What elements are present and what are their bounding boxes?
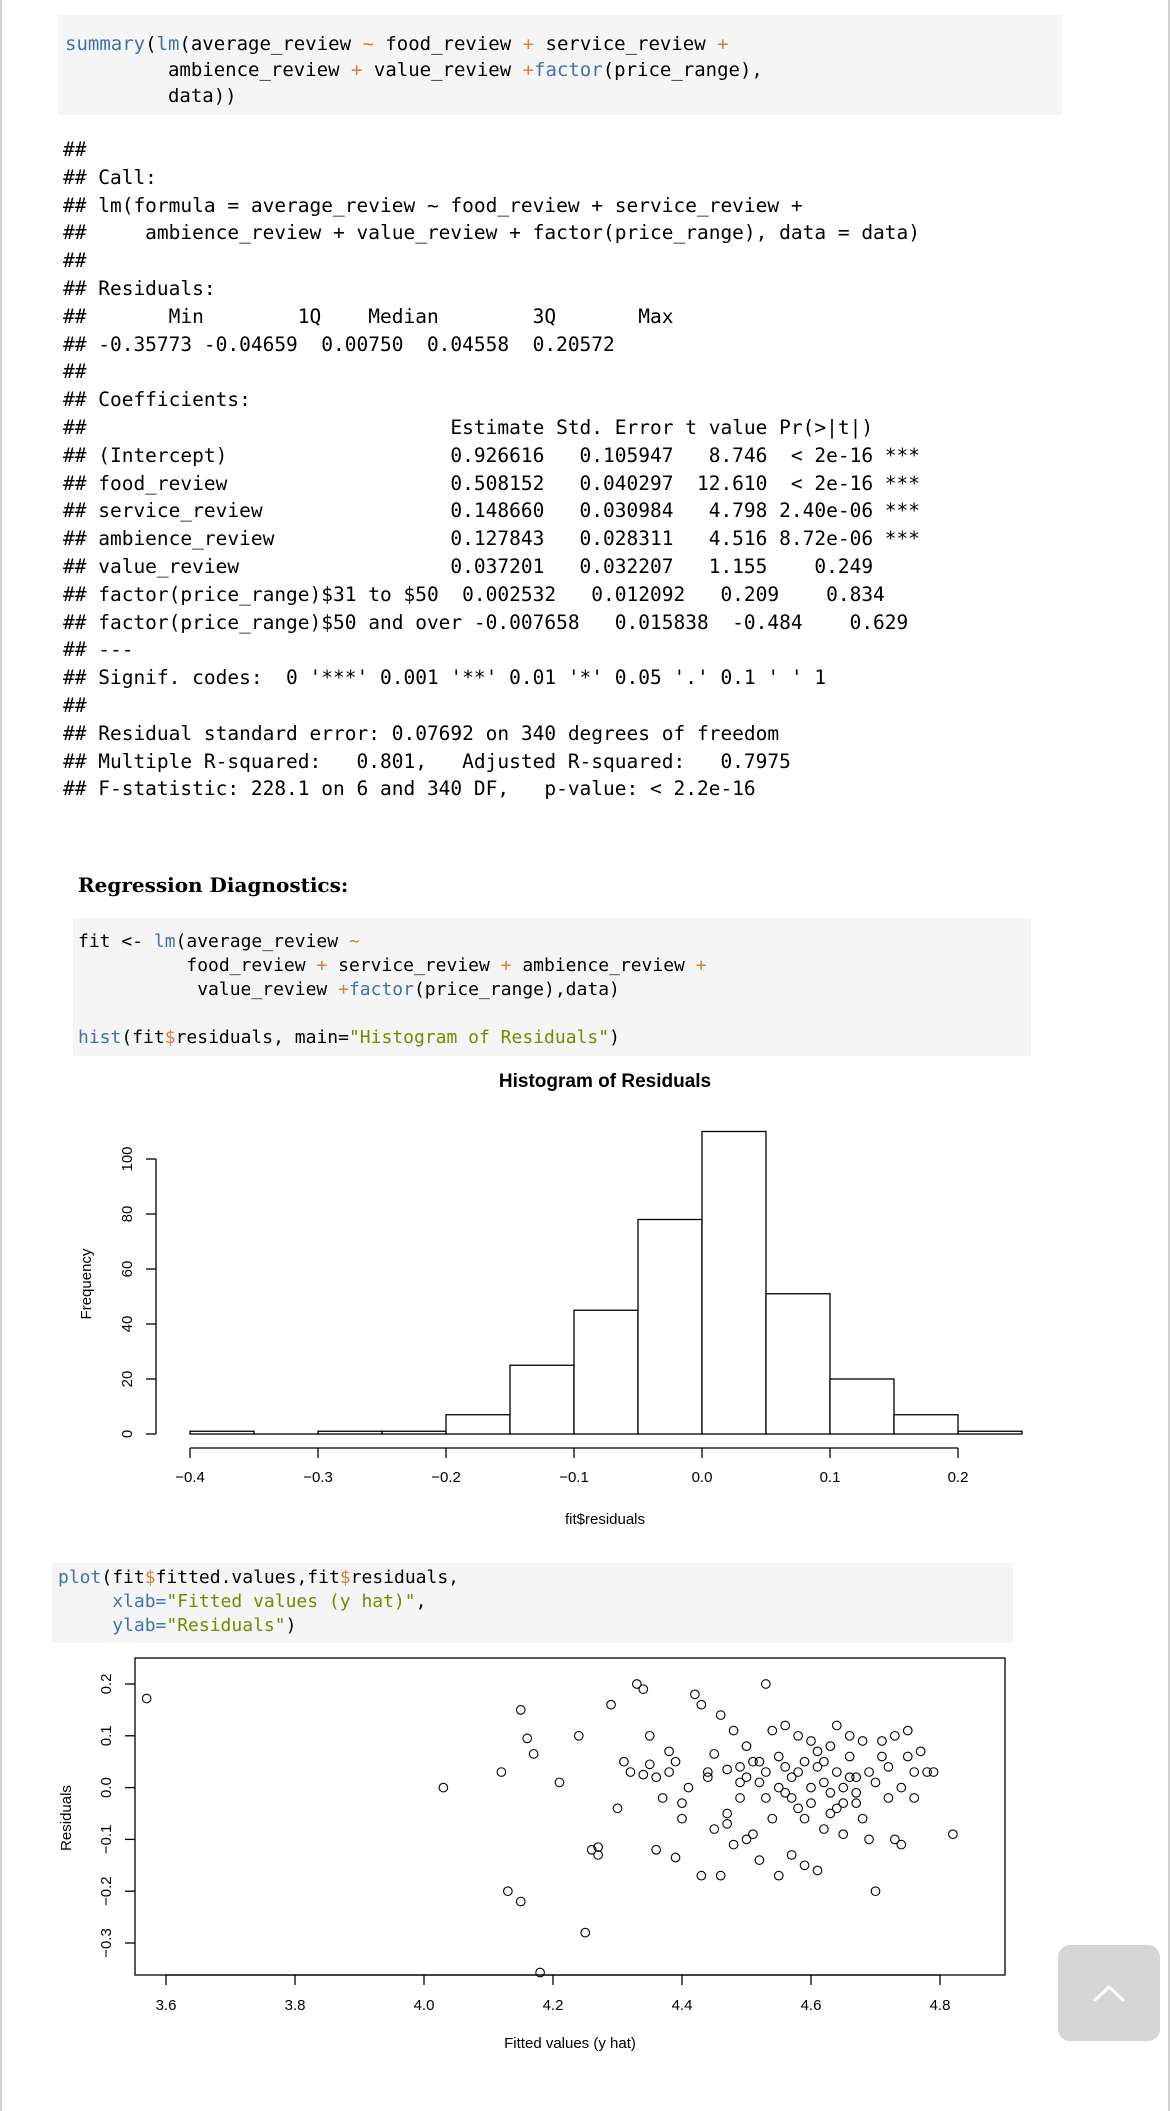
scatter-point [916, 1747, 925, 1756]
scatter-point [839, 1830, 848, 1839]
scatter-point [787, 1851, 796, 1860]
scatter-point [575, 1732, 584, 1741]
scatter-point [878, 1737, 887, 1746]
chevron-up-icon [1092, 1983, 1126, 2003]
code-op: + [316, 955, 328, 976]
output-line: ## food_review 0.508152 0.040297 12.610 < 2e-16 *** [63, 471, 921, 495]
histogram-y-tick-label: 20 [119, 1370, 136, 1388]
code-text: fitted.values,fit [155, 1567, 340, 1588]
scatter-point [781, 1721, 790, 1730]
scatter-y-tick-label: 0.1 [98, 1725, 115, 1747]
scatter-point [639, 1685, 648, 1694]
scatter-point [781, 1763, 790, 1772]
code-text: ambience_review [511, 955, 696, 976]
scatter-point [800, 1757, 809, 1766]
scatter-point [845, 1773, 854, 1782]
code-text: ) [609, 1027, 620, 1048]
scatter-point [858, 1814, 867, 1823]
scatter-x-tick-label: 4.6 [800, 1997, 822, 2014]
scatter-point [807, 1737, 816, 1746]
scatter-point [787, 1794, 796, 1803]
scatter-point [652, 1773, 661, 1782]
scatter-point [613, 1804, 622, 1813]
scatter-point [639, 1770, 648, 1779]
scatter-point [800, 1861, 809, 1870]
output-line: ## --- [63, 638, 134, 662]
output-line: ## factor(price_range)$31 to $50 0.002532 0.012092 0.209 0.834 [63, 582, 885, 606]
histogram-bar [382, 1431, 446, 1434]
scatter-point [716, 1711, 725, 1720]
histogram-y-tick-label: 0 [119, 1429, 136, 1439]
histogram-bar [190, 1431, 254, 1434]
histogram-x-tick-label: −0.4 [175, 1469, 205, 1486]
histogram-bar [830, 1379, 894, 1434]
scatter-point [523, 1734, 532, 1743]
code-string: "Residuals" [166, 1615, 286, 1636]
code-keyword: ylab= [112, 1615, 167, 1636]
scatter-point [865, 1768, 874, 1777]
scatter-y-tick-label: −0.1 [98, 1824, 115, 1855]
code-text: value_review [362, 59, 523, 81]
code-text: data)) [65, 85, 237, 107]
scatter-point [607, 1700, 616, 1709]
code-chunk-summary [58, 15, 1062, 115]
output-line: ## (Intercept) 0.926616 0.105947 8.746 < 2e-16 *** [63, 443, 921, 467]
scatter-point [762, 1680, 771, 1689]
code-fn: lm [153, 931, 176, 952]
histogram-bar [574, 1310, 638, 1434]
output-line: ## F-statistic: 228.1 on 6 and 340 DF, p-value: < 2.2e-16 [63, 777, 756, 801]
scatter-point [665, 1768, 674, 1777]
code-fn: factor [534, 59, 603, 81]
code-text: value_review [78, 979, 339, 1000]
histogram-x-tick-label: 0.1 [819, 1469, 841, 1486]
code-text: (fit [101, 1567, 145, 1588]
histogram-x-tick-label: −0.2 [431, 1469, 461, 1486]
output-line: ## ambience_review + value_review + factor(price_range), data = data) [63, 221, 921, 245]
scatter-point [891, 1732, 900, 1741]
scatter-point [794, 1768, 803, 1777]
code-text: (price_range), [602, 59, 763, 81]
scatter-point [774, 1871, 783, 1880]
code-keyword: xlab= [112, 1591, 167, 1612]
code-text: (average_review [175, 931, 349, 952]
code-op: + [695, 955, 707, 976]
histogram-chart [60, 1060, 1040, 1540]
code-string: "Histogram of Residuals" [348, 1027, 610, 1048]
output-line: ## [63, 249, 87, 273]
output-line: ## value_review 0.037201 0.032207 1.155 0.249 [63, 554, 874, 578]
scatter-y-tick-label: 0.2 [98, 1673, 115, 1695]
section-heading: Regression Diagnostics: [78, 873, 349, 897]
scatter-point [929, 1768, 938, 1777]
scatter-plot-box [135, 1658, 1005, 1975]
scatter-point [555, 1778, 564, 1787]
scatter-point [826, 1788, 835, 1797]
output-line: ## [63, 693, 87, 717]
scatter-point [897, 1783, 906, 1792]
scatter-point [723, 1820, 732, 1829]
scatter-point [671, 1757, 680, 1766]
scatter-point [729, 1726, 738, 1735]
code-op: + [717, 33, 729, 55]
code-text: ambience_review [65, 59, 351, 81]
code-op: ~ [362, 33, 374, 55]
histogram-x-tick-label: −0.1 [559, 1469, 589, 1486]
scatter-ylabel: Residuals [58, 1785, 75, 1851]
scatter-point [671, 1853, 680, 1862]
code-text: main= [294, 1027, 349, 1048]
scroll-to-top-button[interactable] [1058, 1945, 1160, 2041]
output-line: ## [63, 138, 87, 161]
scatter-point [820, 1778, 829, 1787]
histogram-bar [638, 1220, 702, 1435]
scatter-point [903, 1752, 912, 1761]
code-fn: summary [65, 33, 146, 55]
code-op: ~ [348, 931, 360, 952]
histogram-title: Histogram of Residuals [498, 1071, 712, 1092]
scatter-point [813, 1747, 822, 1756]
scatter-x-tick-label: 3.6 [155, 1997, 177, 2014]
scatter-point [755, 1757, 764, 1766]
output-line: ## Multiple R-squared: 0.801, Adjusted R-squared: 0.7975 [63, 749, 791, 773]
scatter-point [910, 1794, 919, 1803]
code-op: $ [164, 1027, 176, 1048]
code-text: food_review [373, 33, 523, 55]
scatter-point [736, 1794, 745, 1803]
code-op: + [522, 33, 535, 55]
scatter-point [768, 1726, 777, 1735]
scatter-point [723, 1765, 732, 1774]
output-line: ## Coefficients: [63, 388, 251, 412]
code-op: $ [144, 1567, 156, 1588]
scatter-point [762, 1768, 771, 1777]
output-line: ## lm(formula = average_review ~ food_review + service_review + [63, 193, 803, 217]
scatter-point [626, 1768, 635, 1777]
scatter-point [742, 1742, 751, 1751]
histogram-x-tick-label: 0.2 [947, 1469, 969, 1486]
regression-output [63, 136, 920, 803]
scatter-point [865, 1835, 874, 1844]
scatter-point [652, 1845, 661, 1854]
scatter-point [903, 1726, 912, 1735]
code-op: + [522, 59, 535, 81]
output-line: ## [63, 360, 87, 384]
scatter-point [813, 1866, 822, 1875]
histogram-bar [958, 1431, 1022, 1434]
code-text: service_review [534, 33, 718, 55]
scatter-point [620, 1757, 629, 1766]
scatter-point [736, 1778, 745, 1787]
scatter-point [729, 1840, 738, 1849]
scatter-point [581, 1928, 590, 1937]
scatter-x-tick-label: 3.8 [284, 1997, 306, 2014]
histogram-bar [894, 1415, 958, 1434]
histogram-bar [510, 1365, 574, 1434]
code-text: (fit [121, 1027, 165, 1048]
code-text: residuals, [350, 1567, 460, 1588]
scatter-point [736, 1763, 745, 1772]
scatter-point [665, 1747, 674, 1756]
scatter-point [645, 1732, 654, 1741]
scatter-point [807, 1799, 816, 1808]
code-text: (price_range),data) [413, 979, 620, 1000]
code-fn: plot [58, 1567, 102, 1588]
scatter-point [949, 1830, 958, 1839]
histogram-bar [318, 1431, 382, 1434]
scatter-point [497, 1768, 506, 1777]
scatter-y-tick-label: 0.0 [98, 1777, 115, 1799]
scatter-point [871, 1887, 880, 1896]
code-op: + [338, 979, 349, 1000]
code-op: + [350, 59, 363, 81]
scatter-xlabel: Fitted values (y hat) [504, 2035, 636, 2052]
scatter-point [820, 1757, 829, 1766]
histogram-y-tick-label: 100 [119, 1146, 136, 1172]
code-text: ( [145, 33, 157, 55]
scatter-point [755, 1778, 764, 1787]
scatter-point [529, 1750, 538, 1759]
scatter-point [142, 1694, 151, 1703]
histogram-x-tick-label: 0.0 [691, 1469, 713, 1486]
scatter-point [439, 1783, 448, 1792]
scatter-point [710, 1750, 719, 1759]
scatter-x-tick-label: 4.4 [671, 1997, 693, 2014]
scatter-point [704, 1768, 713, 1777]
output-line: ## Signif. codes: 0 '***' 0.001 '**' 0.01 '*' 0.05 '.' 0.1 ' ' 1 [63, 666, 827, 690]
code-op: + [500, 955, 512, 976]
output-line: ## service_review 0.148660 0.030984 4.798 2.40e-06 *** [63, 499, 921, 523]
scatter-point [839, 1783, 848, 1792]
scatter-point [516, 1897, 525, 1906]
scatter-point [691, 1690, 700, 1699]
scatter-point [762, 1794, 771, 1803]
output-line: ## Call: [63, 165, 157, 189]
scatter-point [723, 1809, 732, 1818]
scatter-point [504, 1887, 513, 1896]
code-chunk-plot [52, 1563, 1013, 1643]
scatter-point [645, 1760, 654, 1769]
scatter-point [684, 1783, 693, 1792]
histogram-y-tick-label: 40 [119, 1315, 136, 1333]
histogram-bar [446, 1415, 510, 1434]
output-line: ## Min 1Q Median 3Q Max [63, 304, 674, 328]
scatter-point [768, 1814, 777, 1823]
histogram-xlabel: fit$residuals [564, 1511, 646, 1528]
histogram-y-tick-label: 60 [119, 1260, 136, 1278]
code-text: food_review [78, 955, 317, 976]
scatter-point [710, 1825, 719, 1834]
scatter-point [833, 1721, 842, 1730]
code-text: , [415, 1591, 427, 1612]
scatter-point [678, 1814, 687, 1823]
code-chunk-fit [73, 918, 1031, 1056]
output-line: ## -0.35773 -0.04659 0.00750 0.04558 0.20572 [63, 332, 615, 356]
scatter-point [871, 1778, 880, 1787]
code-text: residuals, [175, 1027, 295, 1048]
output-line: ## Residuals: [63, 276, 216, 300]
scatter-point [833, 1804, 842, 1813]
code-op: $ [339, 1567, 351, 1588]
scatter-point [794, 1732, 803, 1741]
output-line: ## factor(price_range)$50 and over -0.007658 0.015838 -0.484 0.629 [63, 610, 909, 634]
output-line: ## ambience_review 0.127843 0.028311 4.516 8.72e-06 *** [63, 527, 921, 551]
output-line: ## Residual standard error: 0.07692 on 340 degrees of freedom [63, 721, 780, 745]
code-fn: factor [348, 979, 414, 1000]
scatter-point [774, 1752, 783, 1761]
scatter-point [794, 1804, 803, 1813]
scatter-point [826, 1742, 835, 1751]
code-text: (average_review [179, 33, 363, 55]
scatter-point [845, 1732, 854, 1741]
scatter-point [845, 1752, 854, 1761]
scatter-point [697, 1871, 706, 1880]
scatter-x-tick-label: 4.0 [413, 1997, 435, 2014]
histogram-ylabel: Frequency [78, 1248, 95, 1320]
histogram-bar [766, 1294, 830, 1434]
scatter-point [878, 1752, 887, 1761]
scatter-point [716, 1871, 725, 1880]
code-text: ) [285, 1615, 297, 1636]
scatter-point [704, 1773, 713, 1782]
scatter-point [658, 1794, 667, 1803]
scatter-point [884, 1763, 893, 1772]
scatter-x-tick-label: 4.8 [929, 1997, 951, 2014]
scatter-point [884, 1794, 893, 1803]
scatter-point [678, 1799, 687, 1808]
scatter-point [749, 1830, 758, 1839]
scatter-point [774, 1783, 783, 1792]
code-fn: lm [156, 33, 180, 55]
histogram-y-tick-label: 80 [119, 1205, 136, 1223]
code-text: service_review [327, 955, 501, 976]
histogram-x-tick-label: −0.3 [303, 1469, 333, 1486]
scatter-point [820, 1825, 829, 1834]
scatter-point [755, 1856, 764, 1865]
code-fn: hist [78, 1027, 122, 1048]
code-string: "Fitted values (y hat)" [166, 1591, 416, 1612]
scatter-point [897, 1840, 906, 1849]
residuals-scatter-chart [40, 1645, 1020, 2065]
scatter-point [800, 1814, 809, 1823]
scatter-point [910, 1768, 919, 1777]
scatter-y-tick-label: −0.2 [98, 1876, 115, 1907]
scatter-point [852, 1788, 861, 1797]
scatter-point [807, 1783, 816, 1792]
histogram-bar [702, 1132, 766, 1435]
scatter-point [852, 1799, 861, 1808]
scatter-point [833, 1768, 842, 1777]
output-line: ## Estimate Std. Error t value Pr(>|t|) [63, 415, 874, 439]
scatter-point [858, 1737, 867, 1746]
scatter-y-tick-label: −0.3 [98, 1928, 115, 1958]
scatter-x-tick-label: 4.2 [542, 1997, 564, 2014]
page-left-border [0, 0, 2, 2111]
scatter-point [697, 1700, 706, 1709]
scatter-point [516, 1706, 525, 1715]
code-text: fit <- [78, 931, 154, 952]
